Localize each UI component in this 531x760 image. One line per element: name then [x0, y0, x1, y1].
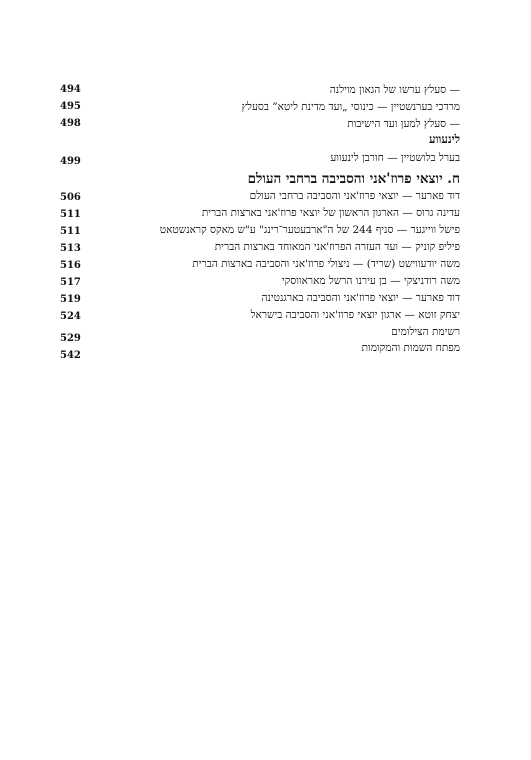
- chapter-title: ח. יוצאי פרוז'אני והסביבה ברחבי העולם: [247, 171, 460, 187]
- toc-entry: [60, 238, 460, 256]
- entry-title: מפתח השמות והמקומות: [361, 342, 460, 354]
- entry-title: יצחק זוטא — ארגון יוצאי פרוז'אני והסביבה בישראל: [250, 309, 460, 321]
- page-number: 511: [60, 226, 81, 237]
- entry-title: משה יודעווישט (שריד) — ניצולי פרוז'אני והסביבה בארצות הברית: [192, 258, 460, 270]
- page-number: 511: [60, 209, 81, 220]
- toc-entry: [60, 149, 460, 167]
- page-number: 513: [60, 243, 81, 254]
- toc-entry: [60, 289, 460, 307]
- page-number: 499: [60, 156, 81, 167]
- toc-entry: [60, 187, 460, 205]
- page-number: 498: [60, 118, 81, 129]
- entry-title: רשימת הצילומים: [391, 326, 460, 338]
- section-heading: [60, 130, 460, 148]
- section-title: לינעווע: [428, 132, 460, 146]
- toc-entry: [60, 306, 460, 324]
- page-number: 524: [60, 311, 81, 322]
- page-number: 495: [60, 101, 81, 112]
- entry-title: עדינה גרוס — הארגון הראשון של יוצאי פרוז'אני בארצות הברית: [201, 207, 460, 219]
- entry-title: משה רודניצקי — בן עירנו הרשל מאראווסקי: [281, 275, 460, 287]
- chapter-heading: [60, 169, 460, 189]
- entry-title: בערל בלושטיין — חורבן לינעווע: [330, 152, 460, 164]
- page-number: 506: [60, 192, 81, 203]
- page-number: 516: [60, 260, 81, 271]
- toc-entry: [60, 339, 460, 361]
- page-number: 529: [60, 333, 81, 344]
- page-number: 494: [60, 84, 81, 95]
- entry-title: — סעלץ למען ועד הישיבות: [347, 118, 460, 130]
- toc-entry: [60, 272, 460, 290]
- entry-title: פיליפ קוניק — ועד העזרה הפרוז'אני המאוחד בארצות הברית: [214, 241, 460, 253]
- toc-entry: [60, 98, 460, 116]
- entry-title: דוד פארער — יוצאי פרוז'אני והסביבה ברחבי העולם: [249, 190, 460, 202]
- page-number: 519: [60, 294, 81, 305]
- toc-entry: [60, 204, 460, 222]
- entry-title: מרדכי בערנשטיין — כינוסי „ועד מדינת ליטא” בסעלץ: [241, 101, 460, 113]
- toc-entry: [60, 221, 460, 239]
- entry-title: — סעלץ ערשו של הגאון מוילנה: [329, 84, 460, 96]
- page-number: 542: [60, 350, 81, 361]
- toc-entry: [60, 255, 460, 273]
- page-number: 517: [60, 277, 81, 288]
- entry-title: פישל ווייגער — סניף 244 של ה"ארבעטער־רינג" ע"ש מאקס קראנשטאט: [159, 224, 460, 236]
- toc-entry: [60, 81, 460, 99]
- entry-title: דוד פארער — יוצאי פרוז'אני והסביבה בארגנטינה: [261, 292, 460, 304]
